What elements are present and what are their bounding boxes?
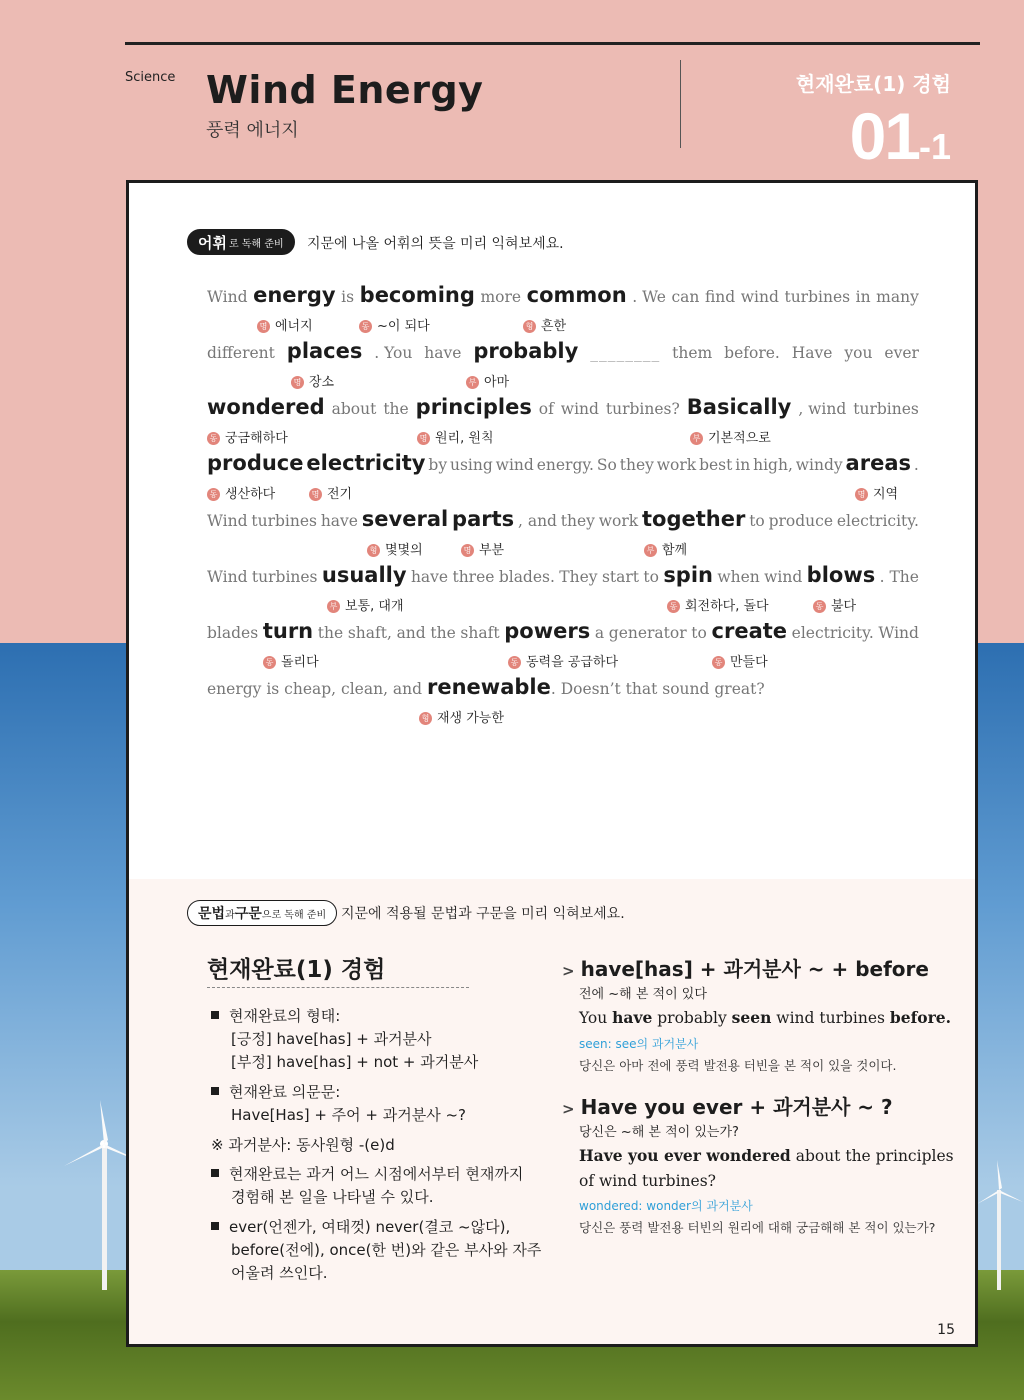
vocab-gloss xyxy=(523,315,566,334)
vocab-word: several xyxy=(361,507,449,531)
passage-text: in xyxy=(855,288,871,306)
vocab-word: renewable xyxy=(427,675,551,699)
vocab-gloss xyxy=(207,427,288,446)
bullet-form-negative: [부정] have[has] + not + 과거분사 xyxy=(231,1053,479,1071)
gloss-meaning: 원리, 원칙 xyxy=(435,431,494,446)
passage-text: three xyxy=(452,568,495,586)
pattern-2-example xyxy=(579,1143,959,1194)
example-text: You xyxy=(579,1009,613,1027)
pattern-1-meaning: 전에 ~해 본 적이 있다 xyxy=(579,987,707,1002)
pattern-2-translation: 당신은 풍력 발전용 터빈의 원리에 대해 궁금해해 본 적이 있는가? xyxy=(579,1220,936,1235)
passage-text: , and xyxy=(517,512,557,530)
passage-text: . We xyxy=(632,288,666,306)
passage-text: turbines xyxy=(251,568,318,586)
pattern-1-note: seen: see의 과거분사 xyxy=(579,1037,699,1051)
part-of-speech-icon: 동 xyxy=(508,656,521,669)
grammar-instruction: 지문에 적용될 문법과 구문을 미리 익혀보세요. xyxy=(341,906,625,922)
part-of-speech-icon: 명 xyxy=(257,320,270,333)
gloss-meaning: 흔한 xyxy=(541,319,567,334)
example-bold: seen xyxy=(731,1008,772,1027)
passage-text: electricity. xyxy=(791,624,874,642)
passage-text: shaft xyxy=(460,624,500,642)
example-text: about the principles of wind turbines? xyxy=(579,1147,954,1190)
part-of-speech-icon: 부 xyxy=(466,376,479,389)
bullet-square xyxy=(211,1169,219,1177)
passage-text: of xyxy=(538,400,554,418)
passage-text: energy. xyxy=(536,456,594,474)
passage-text: have xyxy=(424,344,462,362)
passage-line xyxy=(207,451,919,507)
unit-number xyxy=(850,98,951,174)
page-title: Wind Energy xyxy=(206,68,484,112)
pattern-1-formula: have[has] + 과거분사 ~ + before xyxy=(580,957,929,981)
vocab-badge-sub: 로 독해 준비 xyxy=(228,238,284,250)
passage-text: to xyxy=(691,624,707,642)
passage-text: . xyxy=(913,456,919,474)
passage-line xyxy=(207,563,919,619)
passage-text: They xyxy=(559,568,598,586)
part-of-speech-icon: 명 xyxy=(461,544,474,557)
part-of-speech-icon: 동 xyxy=(207,488,220,501)
bullet-square xyxy=(211,1222,219,1230)
vocab-word: produce xyxy=(207,451,304,475)
vocab-gloss xyxy=(367,539,423,558)
vocab-gloss xyxy=(461,539,504,558)
vocab-word: parts xyxy=(452,507,515,531)
grammar-badge-main1: 문법 xyxy=(198,906,226,922)
pattern-2-note: wondered: wonder의 과거분사 xyxy=(579,1199,753,1213)
gloss-meaning: 만들다 xyxy=(730,655,768,670)
vocab-gloss xyxy=(327,595,404,614)
vocab-word: becoming xyxy=(359,283,475,307)
passage-text: turbines? xyxy=(605,400,680,418)
vocab-gloss xyxy=(263,651,319,670)
vocab-word: probably xyxy=(473,339,579,363)
bullet-question-form: Have[Has] + 주어 + 과거분사 ~? xyxy=(231,1106,467,1124)
gloss-meaning: 회전하다, 돌다 xyxy=(685,599,769,614)
passage-text: Have xyxy=(791,344,833,362)
bullet-adverbs-line1: ever(언젠가, 여태껏) never(결코 ~않다), xyxy=(229,1218,511,1236)
bullet-adverbs-line2: before(전에), once(한 번)와 같은 부사와 자주 xyxy=(231,1241,542,1259)
passage-line-text xyxy=(207,619,919,645)
bullet-usage-line2: 경험해 본 일을 나타낼 수 있다. xyxy=(231,1188,434,1206)
vocab-gloss xyxy=(359,315,430,334)
passage-text: have xyxy=(320,512,358,530)
part-of-speech-icon: 동 xyxy=(359,320,372,333)
passage-text: Wind xyxy=(207,568,248,586)
vocab-gloss xyxy=(508,651,618,670)
passage-text: work xyxy=(656,456,697,474)
passage-text: the xyxy=(383,400,409,418)
vocab-word: wondered xyxy=(207,395,325,419)
header-rule xyxy=(125,42,980,45)
passage-text: different xyxy=(207,344,275,362)
passage-text: wind xyxy=(560,400,599,418)
bullet-usage-line1: 현재완료는 과거 어느 시점에서부터 현재까지 xyxy=(229,1165,524,1183)
vocab-gloss xyxy=(291,371,334,390)
vocab-word: energy xyxy=(253,283,336,307)
part-of-speech-icon: 명 xyxy=(291,376,304,389)
passage-line xyxy=(207,619,919,675)
passage-text: ever xyxy=(884,344,919,362)
unit-title: 현재완료(1) 경험 xyxy=(795,72,951,96)
wind-turbine-right-icon xyxy=(975,1160,1024,1290)
bullet-square xyxy=(211,1087,219,1095)
content-card xyxy=(126,180,978,1347)
gloss-meaning: 돌리다 xyxy=(281,655,319,670)
bullet-form-positive: [긍정] have[has] + 과거분사 xyxy=(231,1030,432,1048)
passage-text: many xyxy=(876,288,919,306)
example-text: probably xyxy=(652,1009,732,1027)
example-bold: have xyxy=(612,1008,653,1027)
vocab-gloss xyxy=(417,427,494,446)
part-of-speech-icon: 동 xyxy=(813,600,826,613)
passage-line-text xyxy=(207,339,919,365)
header-divider xyxy=(680,60,681,148)
grammar-badge-main2: 구문 xyxy=(234,906,262,922)
passage-text: Wind xyxy=(207,288,248,306)
subject-label: Science xyxy=(125,70,176,85)
passage-text: blades. xyxy=(498,568,555,586)
passage-text: before. xyxy=(724,344,780,362)
gloss-meaning: 생산하다 xyxy=(225,487,276,502)
vocab-word: usually xyxy=(321,563,407,587)
grammar-title: 현재완료(1) 경험 xyxy=(207,957,386,983)
passage-text: windy xyxy=(795,456,843,474)
passage-text: to xyxy=(643,568,659,586)
vocab-gloss xyxy=(712,651,768,670)
part-of-speech-icon: 명 xyxy=(855,488,868,501)
vocab-gloss xyxy=(466,371,509,390)
part-of-speech-icon: 동 xyxy=(207,432,220,445)
passage-text: when xyxy=(717,568,760,586)
gloss-meaning: 지역 xyxy=(873,487,899,502)
unit-number-main: 01 xyxy=(849,99,919,173)
passage-line xyxy=(207,507,919,563)
passage-text: can xyxy=(671,288,700,306)
vocab-word: areas xyxy=(845,451,911,475)
passage-text: start xyxy=(601,568,639,586)
gloss-meaning: 동력을 공급하다 xyxy=(526,655,619,670)
gloss-meaning: 부분 xyxy=(479,543,505,558)
example-bold: before. xyxy=(889,1008,952,1027)
grammar-note-participle: ※ 과거분사: 동사원형 -(e)d xyxy=(211,1136,395,1154)
passage-line-text xyxy=(207,675,919,701)
page-subtitle: 풍력 에너지 xyxy=(206,120,299,141)
vocab-gloss xyxy=(690,427,771,446)
passage-text: energy is cheap, clean, and xyxy=(207,680,427,698)
passage-text: in xyxy=(735,456,751,474)
passage-line-text xyxy=(207,395,919,421)
passage-text: blades xyxy=(207,624,259,642)
vocab-word: blows xyxy=(806,563,876,587)
passage-text: So xyxy=(596,456,617,474)
part-of-speech-icon: 부 xyxy=(644,544,657,557)
pattern-1-example xyxy=(579,1005,959,1031)
passage-text: . Doesn’t that sound great? xyxy=(550,680,765,698)
vocab-badge-main: 어휘 xyxy=(198,233,227,252)
passage-text: about xyxy=(331,400,377,418)
grammar-badge xyxy=(187,900,337,926)
gloss-meaning: ~이 되다 xyxy=(377,319,430,334)
grammar-bullet-usage xyxy=(211,1163,523,1209)
passage-line-text xyxy=(207,283,919,309)
part-of-speech-icon: 형 xyxy=(523,320,536,333)
vocab-word: common xyxy=(526,283,627,307)
passage-line-text xyxy=(207,563,919,589)
passage-text: wind xyxy=(764,568,803,586)
page-number: 15 xyxy=(937,1322,955,1338)
grammar-bullet-adverbs xyxy=(211,1216,541,1285)
gloss-meaning: 전기 xyxy=(327,487,353,502)
grammar-badge-mid: 과 xyxy=(225,909,235,921)
part-of-speech-icon: 부 xyxy=(327,600,340,613)
passage-text: shaft, xyxy=(347,624,392,642)
vocab-gloss xyxy=(855,483,898,502)
passage-text: turbines xyxy=(853,400,919,418)
vocab-gloss xyxy=(309,483,352,502)
vocab-gloss xyxy=(419,707,504,726)
passage-text: produce xyxy=(768,512,833,530)
pattern-1-translation: 당신은 아마 전에 풍력 발전용 터빈을 본 적이 있을 것이다. xyxy=(579,1058,897,1073)
passage-text: generator xyxy=(608,624,687,642)
bullet-question-title: 현재완료 의문문: xyxy=(229,1083,341,1101)
vocab-gloss xyxy=(207,483,275,502)
passage-text: wind xyxy=(740,288,779,306)
passage-line xyxy=(207,395,919,451)
gloss-meaning: 보통, 대개 xyxy=(345,599,404,614)
vocab-gloss xyxy=(257,315,313,334)
passage-text: the xyxy=(430,624,456,642)
passage-text: wind xyxy=(495,456,534,474)
reading-passage xyxy=(207,283,919,731)
vocab-gloss xyxy=(667,595,769,614)
gloss-meaning: 기본적으로 xyxy=(708,431,771,446)
vocab-gloss xyxy=(644,539,687,558)
gloss-meaning: 재생 가능한 xyxy=(437,711,504,726)
vocab-word: Basically xyxy=(686,395,792,419)
part-of-speech-icon: 동 xyxy=(263,656,276,669)
gloss-meaning: 아마 xyxy=(484,375,510,390)
gloss-meaning: 함께 xyxy=(662,543,688,558)
passage-text: is xyxy=(341,288,355,306)
vocab-word: turn xyxy=(262,619,314,643)
grammar-bullet-form xyxy=(211,1005,478,1074)
vocab-word: electricity xyxy=(306,451,426,475)
passage-line xyxy=(207,339,919,395)
passage-text: find xyxy=(704,288,736,306)
passage-text: . The xyxy=(879,568,919,586)
bullet-square xyxy=(211,1011,219,1019)
passage-text: . You xyxy=(374,344,413,362)
pattern-2-meaning: 당신은 ~해 본 적이 있는가? xyxy=(579,1125,739,1140)
chevron-right-icon: > xyxy=(562,962,575,980)
gloss-meaning: 에너지 xyxy=(275,319,313,334)
passage-text: and xyxy=(396,624,426,642)
grammar-bullet-question xyxy=(211,1081,466,1127)
part-of-speech-icon: 명 xyxy=(309,488,322,501)
pattern-2-formula: Have you ever + 과거분사 ~ ? xyxy=(580,1095,893,1119)
gloss-meaning: 장소 xyxy=(309,375,335,390)
grammar-badge-sub: 으로 독해 준비 xyxy=(261,909,327,921)
part-of-speech-icon: 형 xyxy=(367,544,380,557)
passage-text: best xyxy=(699,456,733,474)
passage-text: work xyxy=(598,512,639,530)
passage-text: Wind xyxy=(878,624,919,642)
passage-text: using xyxy=(449,456,493,474)
gloss-meaning: 궁금해하다 xyxy=(225,431,288,446)
passage-text: turbines xyxy=(251,512,317,530)
bullet-form-title: 현재완료의 형태: xyxy=(229,1007,341,1025)
part-of-speech-icon: 동 xyxy=(712,656,725,669)
passage-text: turbines xyxy=(784,288,851,306)
vocab-instruction: 지문에 나올 어휘의 뜻을 미리 익혀보세요. xyxy=(307,236,564,252)
passage-line-text xyxy=(207,451,919,477)
example-text: wind turbines xyxy=(771,1009,890,1027)
passage-text: they xyxy=(619,456,654,474)
passage-text: high, xyxy=(753,456,793,474)
passage-text: to xyxy=(749,512,765,530)
example-bold: Have you ever wondered xyxy=(579,1146,791,1165)
passage-line-text xyxy=(207,507,919,533)
passage-text: more xyxy=(480,288,522,306)
part-of-speech-icon: 부 xyxy=(690,432,703,445)
passage-text: Wind xyxy=(207,512,248,530)
passage-text: by xyxy=(428,456,448,474)
unit-number-sub: -1 xyxy=(918,126,951,167)
bullet-adverbs-line3: 어울려 쓰인다. xyxy=(231,1264,328,1282)
passage-text: have xyxy=(410,568,449,586)
part-of-speech-icon: 명 xyxy=(417,432,430,445)
gloss-meaning: 불다 xyxy=(831,599,857,614)
passage-text: electricity. xyxy=(836,512,919,530)
grammar-title-underline xyxy=(207,987,469,988)
passage-text: , wind xyxy=(798,400,847,418)
vocab-gloss xyxy=(813,595,856,614)
vocab-word: create xyxy=(711,619,788,643)
pattern-2-heading xyxy=(562,1091,893,1120)
passage-text: you xyxy=(844,344,873,362)
passage-text: the xyxy=(317,624,344,642)
passage-line xyxy=(207,675,919,731)
vocab-word: principles xyxy=(415,395,532,419)
chevron-right-icon: > xyxy=(562,1100,575,1118)
vocab-word: together xyxy=(642,507,746,531)
vocab-badge xyxy=(187,229,295,255)
pattern-1-heading xyxy=(562,953,929,982)
passage-text: them xyxy=(672,344,713,362)
passage-text: they xyxy=(560,512,595,530)
vocab-word: powers xyxy=(504,619,591,643)
vocab-word: spin xyxy=(663,563,713,587)
answer-blank: ________ xyxy=(590,344,661,362)
passage-line xyxy=(207,283,919,339)
gloss-meaning: 몇몇의 xyxy=(385,543,423,558)
passage-text: a xyxy=(594,624,605,642)
part-of-speech-icon: 동 xyxy=(667,600,680,613)
vocab-word: places xyxy=(286,339,363,363)
part-of-speech-icon: 형 xyxy=(419,712,432,725)
